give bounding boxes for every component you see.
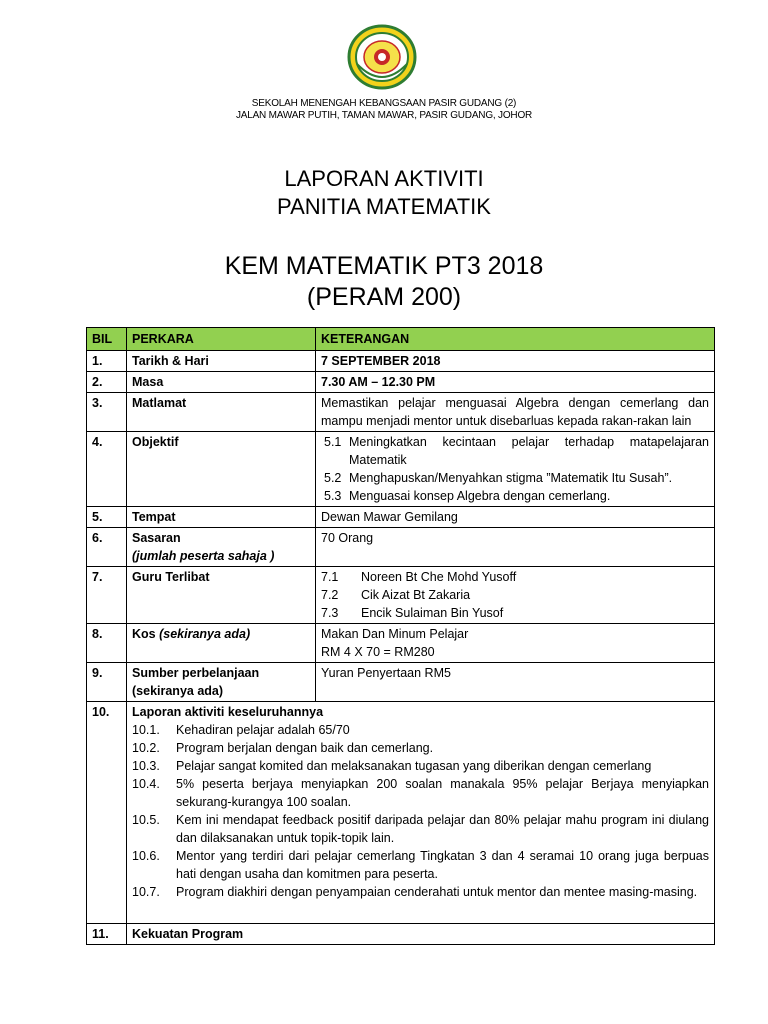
item-sublabel: (sekiranya ada) [132,684,224,698]
row-number: 1. [87,351,127,372]
school-address: JALAN MAWAR PUTIH, TAMAN MAWAR, PASIR GUDANG, JOHOR [235,110,533,121]
row-value: 70 Orang [316,528,715,567]
table-row [87,351,715,372]
item-number: 5.2 [324,471,342,485]
row-item [127,663,316,702]
item-text: Kehadiran pelajar adalah 65/70 [176,723,350,737]
row-value: Memastikan pelajar menguasai Algebra dengan cemerlang dan mampu menjadi mentor untuk disebarluas kepada rakan-rakan lain [316,393,715,432]
table-row [87,924,715,945]
header-bil: BIL [87,328,127,351]
row-item [127,528,316,567]
row-item: Objektif [127,432,316,507]
list-item [321,604,709,622]
list-item [132,757,709,775]
table-row [87,393,715,432]
item-text: Mentor yang terdiri dari pelajar cemerlang Tingkatan 3 dan 4 seramai 10 orang juga berpuas hati dengan usaha dan komitmen para peserta. [176,849,709,881]
row-number: 3. [87,393,127,432]
row-value: Dewan Mawar Gemilang [316,507,715,528]
row-value: Yuran Penyertaan RM5 [316,663,715,702]
item-label: Sasaran [132,531,181,545]
table-row [87,432,715,507]
report-title: LAPORAN AKTIVITI [284,166,484,191]
item-label: Laporan aktiviti keseluruhannya [132,705,324,719]
item-number: 5.3 [324,489,342,503]
item-text: Program diakhiri dengan penyampaian cenderahati untuk mentor dan mentee masing-masing. [176,885,698,899]
table-row [87,567,715,624]
event-title: KEM MATEMATIK PT3 2018 [224,252,544,280]
header-perkara: PERKARA [127,328,316,351]
list-item [321,568,709,586]
row-item: Guru Terlibat [127,567,316,624]
item-text: Program berjalan dengan baik dan cemerlang. [176,741,434,755]
teacher-list [316,567,715,624]
row-number: 2. [87,372,127,393]
item-number: 7.3 [321,606,339,620]
list-item [132,739,709,757]
item-text: Meningkatkan kecintaan pelajar terhadap matapelajaran Matematik [349,435,709,467]
table-row [87,624,715,663]
item-label: Sumber perbelanjaan [132,666,260,680]
item-text: 5% peserta berjaya menyiapkan 200 soalan manakala 95% pelajar Berjaya menyiapkan sekurang-kurangya 100 soalan. [176,777,709,809]
item-sublabel: (jumlah peserta sahaja ) [132,549,275,563]
item-number: 10.4. [132,777,160,791]
table-row [87,372,715,393]
row-number: 11. [87,924,127,945]
list-item [132,721,709,739]
row-number: 9. [87,663,127,702]
item-text: Encik Sulaiman Bin Yusof [361,606,504,620]
cost-calculation: RM 4 X 70 = RM280 [321,645,435,659]
panel-title: PANITIA MATEMATIK [277,194,491,219]
list-item [132,811,709,847]
list-item [132,847,709,883]
item-number: 10.1. [132,723,160,737]
item-text: Cik Aizat Bt Zakaria [361,588,471,602]
row-number: 6. [87,528,127,567]
list-item [132,883,709,901]
row-number: 4. [87,432,127,507]
table-header-row [87,328,715,351]
event-subtitle: (PERAM 200) [306,283,462,311]
row-value: 7.30 AM – 12.30 PM [316,372,715,393]
objective-list [316,432,715,507]
cost-description: Makan Dan Minum Pelajar [321,627,469,641]
row-item: Tempat [127,507,316,528]
item-number: 7.2 [321,588,339,602]
row-number: 8. [87,624,127,663]
row-item [127,624,316,663]
item-number: 10.3. [132,759,160,773]
row-number: 7. [87,567,127,624]
item-number: 7.1 [321,570,339,584]
header-keterangan: KETERANGAN [316,328,715,351]
list-item [324,487,709,505]
item-sublabel: (sekiranya ada) [159,627,251,641]
item-text: Menghapuskan/Menyahkan stigma ”Matematik Itu Susah”. [349,471,673,485]
table-row [87,663,715,702]
school-name: SEKOLAH MENENGAH KEBANGSAAN PASIR GUDANG (2) [251,98,517,109]
row-item: Tarikh & Hari [127,351,316,372]
report-summary [127,702,715,924]
school-crest-logo [347,24,417,90]
activity-table [86,327,715,945]
table-row [87,507,715,528]
row-item: Masa [127,372,316,393]
table-row [87,528,715,567]
item-number: 10.5. [132,813,160,827]
list-item [132,775,709,811]
item-text: Menguasai konsep Algebra dengan cemerlang. [349,489,611,503]
list-item [324,433,709,469]
item-text: Kem ini mendapat feedback positif daripada pelajar dan 80% pelajar mahu program ini diulang dan dilaksanakan untuk topik-topik lain. [176,813,709,845]
item-text: Pelajar sangat komited dan melaksanakan tugasan yang diberikan dengan cemerlang [176,759,652,773]
item-number: 10.7. [132,885,160,899]
item-label: Kos [132,627,156,641]
row-number: 10. [87,702,127,924]
item-text: Noreen Bt Che Mohd Yusoff [361,570,517,584]
list-item [324,469,709,487]
list-item [321,586,709,604]
item-number: 10.6. [132,849,160,863]
row-value: 7 SEPTEMBER 2018 [316,351,715,372]
row-item: Matlamat [127,393,316,432]
item-number: 5.1 [324,435,342,449]
row-value [316,624,715,663]
row-item: Kekuatan Program [127,924,715,945]
row-number: 5. [87,507,127,528]
item-number: 10.2. [132,741,160,755]
table-row [87,702,715,924]
